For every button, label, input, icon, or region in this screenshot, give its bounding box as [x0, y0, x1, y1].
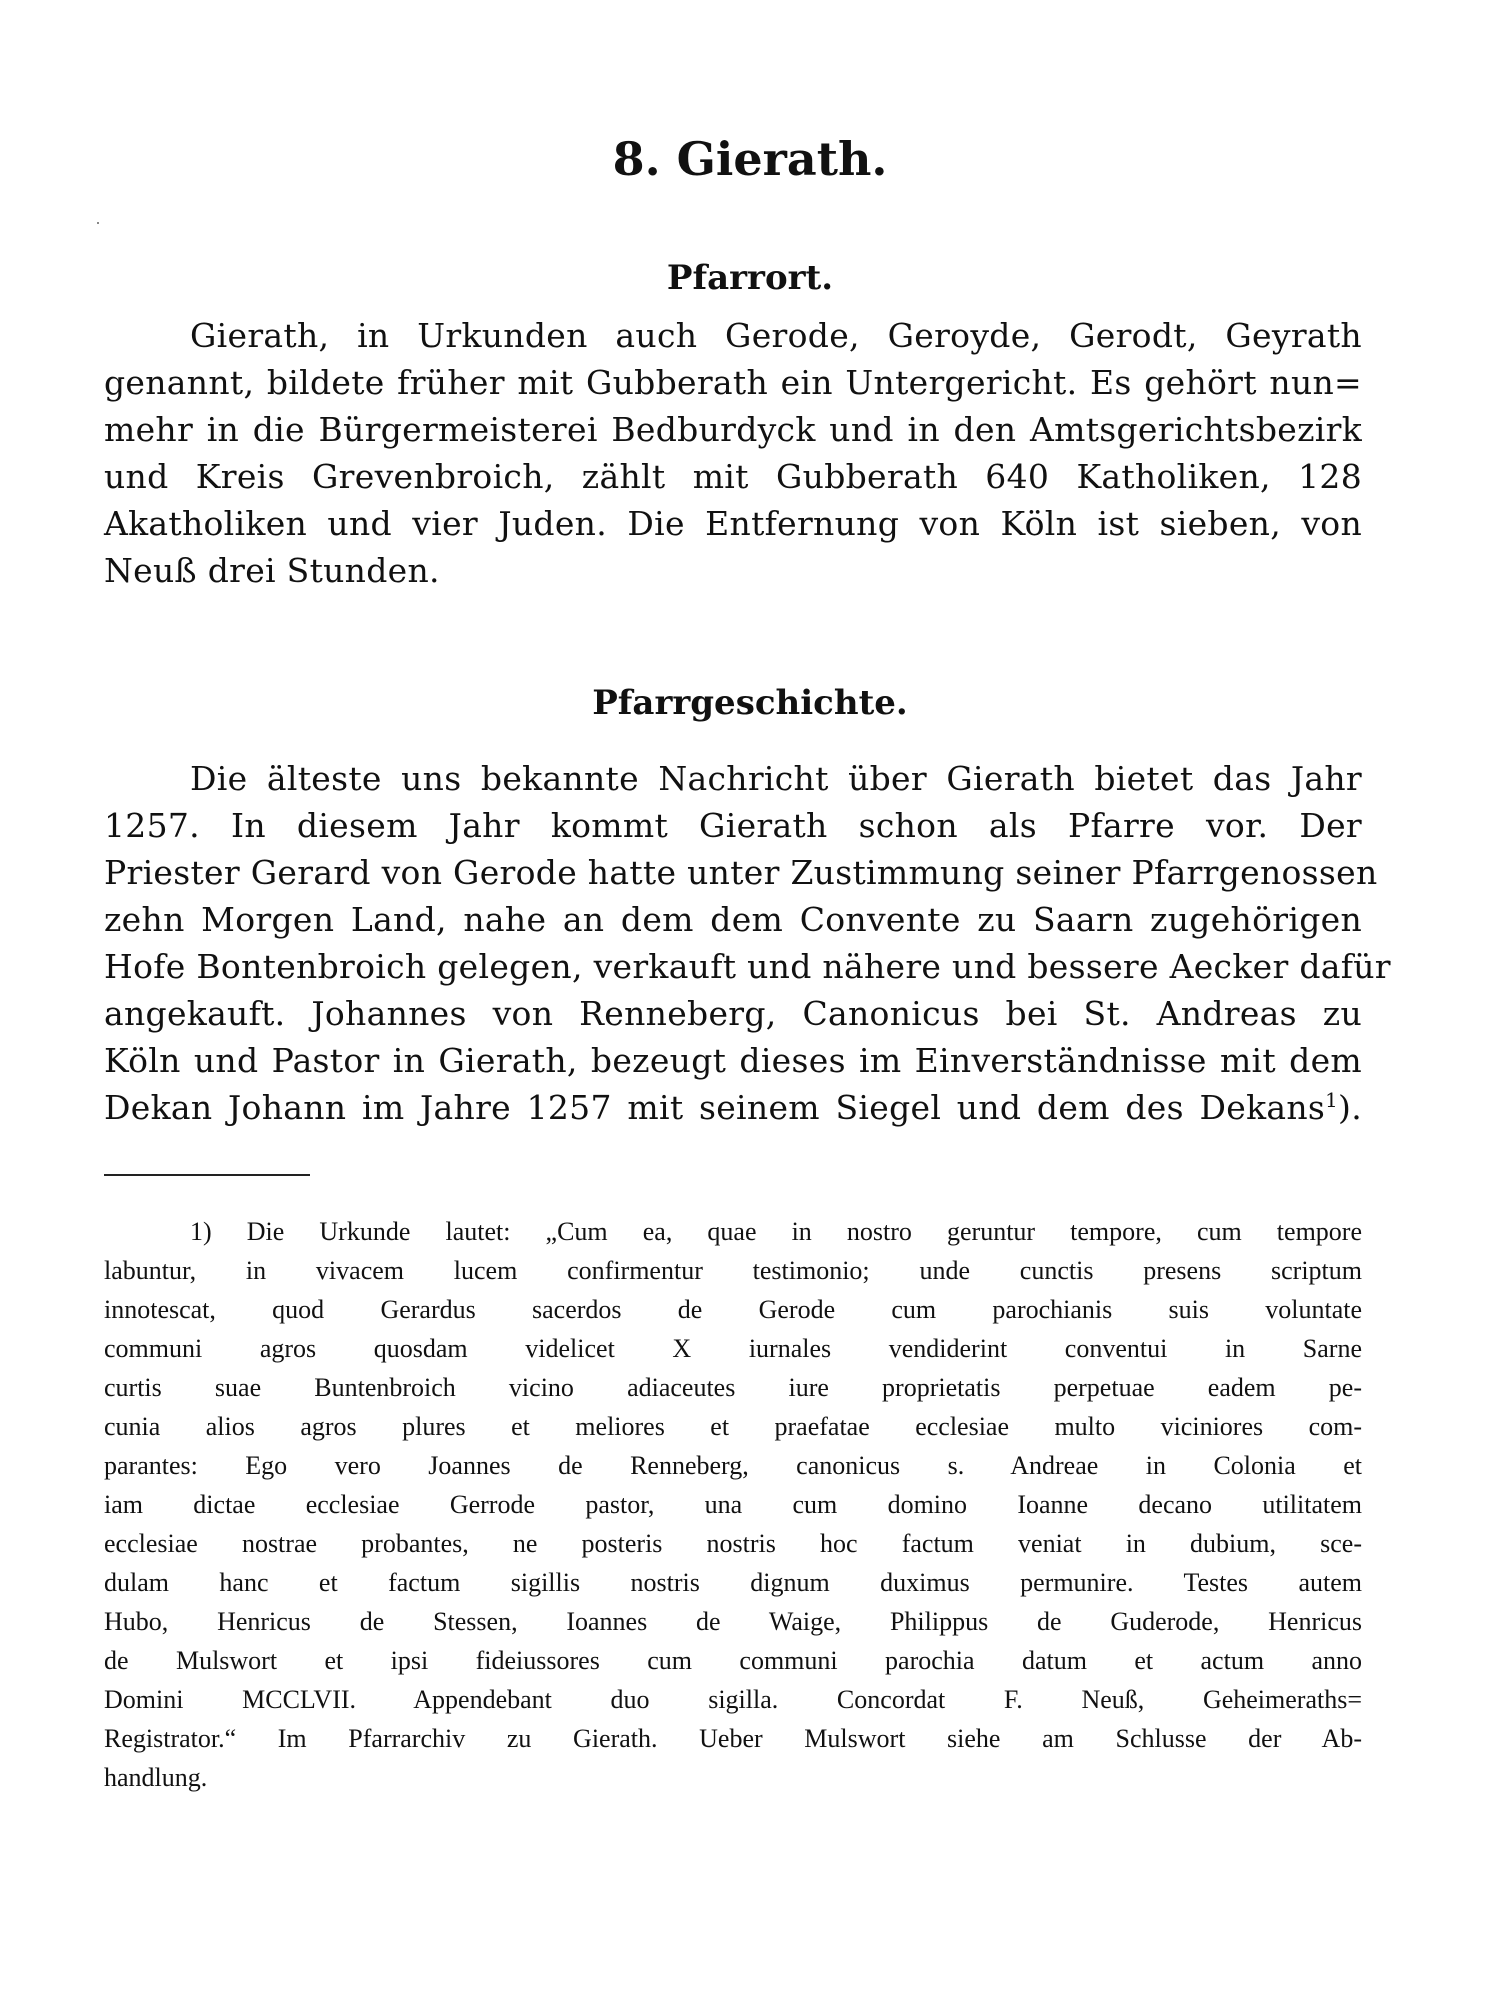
text-line: Akatholiken und vier Juden. Die Entfernung von Köln ist sieben, von [104, 504, 1362, 543]
chapter-title: 8. Gierath. [612, 132, 888, 186]
text-line: zehn Morgen Land, nahe an dem dem Convente zu Saarn zugehörigen [104, 900, 1362, 939]
section-heading-pfarrgeschichte: Pfarrgeschichte. [592, 683, 908, 723]
footnote-line: iam dictae ecclesiae Gerrode pastor, una cum domino Ioanne decano utilitatem [104, 1490, 1362, 1519]
footnote-line: ecclesiae nostrae probantes, ne posteris nostris hoc factum veniat in dubium, sce- [104, 1529, 1362, 1558]
text-line: Die älteste uns bekannte Nachricht über Gierath bietet das Jahr [190, 759, 1362, 798]
footnote-line: labuntur, in vivacem lucem confirmentur testimonio; unde cunctis presens scriptum [104, 1256, 1362, 1285]
footnote-line-content: Die Urkunde lautet: „Cum ea, quae in nostro geruntur tempore, cum tempore [246, 1217, 1362, 1246]
footnote [104, 1212, 1362, 1797]
footnote-line: cunia alios agros plures et meliores et praefatae ecclesiae multo viciniores com- [104, 1412, 1362, 1441]
footnote-reference[interactable]: 1 [1325, 1089, 1339, 1112]
footnote-line: curtis suae Buntenbroich vicino adiaceutes iure proprietatis perpetuae eadem pe- [104, 1373, 1362, 1402]
text-line-content: Dekan Johann im Jahre 1257 mit seinem Siegel und dem des Dekans [104, 1088, 1326, 1127]
footnote-line: handlung. [104, 1763, 208, 1792]
text-line: Hofe Bontenbroich gelegen, verkauft und nähere und bessere Aecker dafür [104, 947, 1391, 986]
text-line: Gierath, in Urkunden auch Gerode, Geroyde, Gerodt, Geyrath [190, 316, 1362, 355]
footnote-line: Registrator.“ Im Pfarrarchiv zu Gierath. Ueber Mulswort siehe am Schlusse der Ab- [104, 1724, 1362, 1753]
footnote-line: parantes: Ego vero Joannes de Renneberg, canonicus s. Andreae in Colonia et [104, 1451, 1362, 1480]
text-line: Priester Gerard von Gerode hatte unter Zustimmung seiner Pfarrgenossen [104, 853, 1378, 892]
text-line: Köln und Pastor in Gierath, bezeugt dieses im Einverständnisse mit dem [104, 1041, 1362, 1080]
text-line: Neuß drei Stunden. [104, 551, 440, 590]
paragraph-pfarrgeschichte [104, 755, 1391, 1131]
footnote-line: communi agros quosdam videlicet X iurnales vendiderint conventui in Sarne [104, 1334, 1362, 1363]
text-line: mehr in die Bürgermeisterei Bedburdyck und in den Amtsgerichtsbezirk [104, 410, 1362, 449]
text-line: genannt, bildete früher mit Gubberath ein Untergericht. Es gehört nun= [104, 363, 1362, 402]
footnote-line: Hubo, Henricus de Stessen, Ioannes de Waige, Philippus de Guderode, Henricus [104, 1607, 1362, 1636]
paragraph-pfarrort [104, 312, 1362, 594]
scan-speck [97, 222, 99, 224]
footnote-line: de Mulswort et ipsi fideiussores cum communi parochia datum et actum anno [104, 1646, 1362, 1675]
text-line: 1257. In diesem Jahr kommt Gierath schon als Pfarre vor. Der [104, 806, 1362, 845]
text-line: und Kreis Grevenbroich, zählt mit Gubberath 640 Katholiken, 128 [104, 457, 1362, 496]
footnote-line [104, 1212, 1362, 1251]
footnote-line: dulam hanc et factum sigillis nostris dignum duximus permunire. Testes autem [104, 1568, 1362, 1597]
footnote-divider [104, 1174, 310, 1176]
footnote-line: Domini MCCLVII. Appendebant duo sigilla. Concordat F. Neuß, Geheimeraths= [104, 1685, 1362, 1714]
text-line: angekauft. Johannes von Renneberg, Canonicus bei St. Andreas zu [104, 994, 1362, 1033]
end-punctuation: ). [1338, 1088, 1362, 1127]
section-heading-pfarrort: Pfarrort. [666, 258, 834, 298]
footnote-marker: 1) [190, 1217, 212, 1246]
footnote-line: innotescat, quod Gerardus sacerdos de Gerode cum parochianis suis voluntate [104, 1295, 1362, 1324]
text-line [104, 1084, 1362, 1131]
